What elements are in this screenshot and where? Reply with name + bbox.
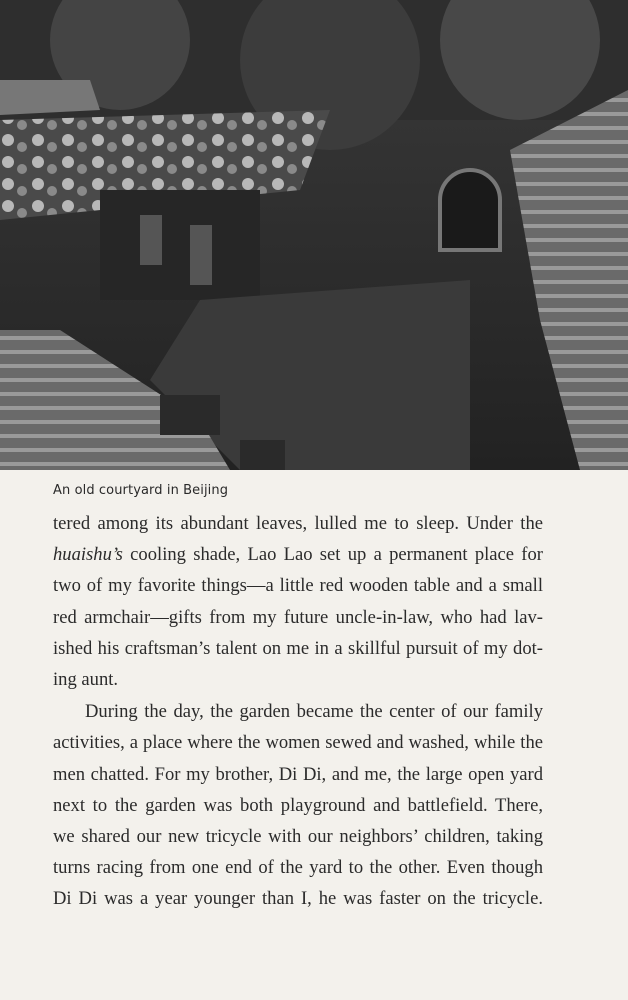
text-line: activities, a place where the women sewed and washed, while the: [53, 732, 543, 754]
italic-term: huaishu’s: [53, 544, 123, 566]
text-line: huaishu’s cooling shade, Lao Lao set up a permanent place for: [53, 544, 543, 566]
text-line: next to the garden was both playground and battlefield. There,: [53, 794, 543, 816]
text-line: we shared our new tricycle with our neighbors’ children, taking: [53, 825, 543, 847]
text-line: ished his craftsman’s talent on me in a skillful pursuit of my dot-: [53, 637, 543, 659]
text-line: Di Di was a year younger than I, he was faster on the tricycle.: [53, 888, 543, 910]
text-line: turns racing from one end of the yard to the other. Even though: [53, 857, 543, 879]
paragraph-2: [53, 696, 543, 914]
text-line: During the day, the garden became the center of our family: [85, 701, 543, 723]
photo-caption: An old courtyard in Beijing: [53, 483, 229, 498]
text-line: red armchair—gifts from my future uncle-in-law, who had lav-: [53, 606, 543, 628]
roof-top-left: [0, 80, 100, 115]
moon-gate: [440, 170, 500, 250]
paragraph-1: [53, 508, 543, 695]
text-line: ing aunt.: [53, 668, 119, 690]
text-line: tered among its abundant leaves, lulled me to sleep. Under the: [53, 513, 543, 534]
text-line: two of my favorite things—a little red wooden table and a small: [53, 575, 543, 597]
house-wall: [100, 190, 260, 300]
text-line: men chatted. For my brother, Di Di, and me, the large open yard: [53, 763, 543, 785]
body-text: [53, 508, 543, 914]
courtyard-photo: [0, 0, 628, 470]
